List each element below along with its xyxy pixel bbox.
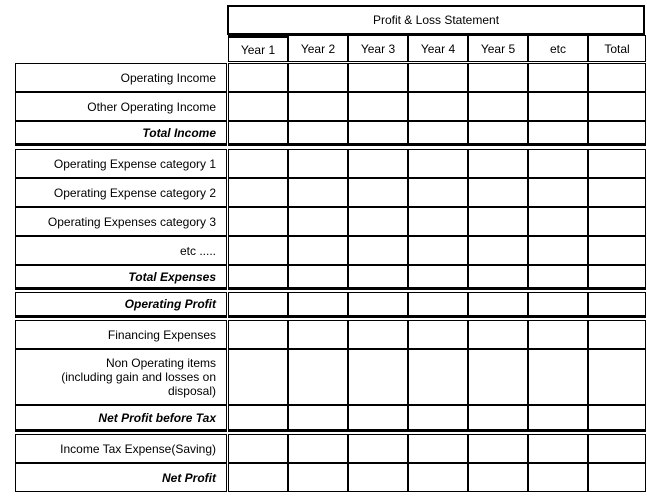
value-cell[interactable] (588, 434, 646, 463)
value-cell[interactable] (588, 292, 646, 318)
value-cell[interactable] (528, 63, 588, 92)
value-cell[interactable] (468, 463, 528, 492)
value-cell[interactable] (288, 63, 348, 92)
value-cell[interactable] (228, 292, 288, 318)
value-cell[interactable] (228, 463, 288, 492)
value-cell[interactable] (228, 149, 288, 178)
value-cell[interactable] (408, 149, 468, 178)
value-cell[interactable] (408, 405, 468, 432)
value-cell[interactable] (348, 92, 408, 121)
value-cell[interactable] (348, 349, 408, 405)
value-cell[interactable] (348, 320, 408, 349)
value-cell[interactable] (288, 463, 348, 492)
value-cell[interactable] (228, 63, 288, 92)
row-label: Operating Expense category 2 (15, 178, 227, 207)
value-cell[interactable] (348, 463, 408, 492)
value-cell[interactable] (408, 265, 468, 290)
value-cell[interactable] (348, 149, 408, 178)
row-label: Non Operating items (including gain and losses on disposal) (15, 349, 227, 405)
value-cell[interactable] (408, 349, 468, 405)
value-cell[interactable] (228, 236, 288, 265)
value-cell[interactable] (228, 92, 288, 121)
value-cell[interactable] (288, 405, 348, 432)
value-cell[interactable] (468, 265, 528, 290)
row-label: Operating Income (15, 63, 227, 92)
value-cell[interactable] (288, 434, 348, 463)
value-cell[interactable] (288, 178, 348, 207)
column-header-etc: etc (528, 35, 588, 62)
value-cell[interactable] (228, 320, 288, 349)
value-cell[interactable] (228, 349, 288, 405)
value-cell[interactable] (468, 320, 528, 349)
value-cell[interactable] (348, 207, 408, 236)
value-cell[interactable] (408, 207, 468, 236)
value-cell[interactable] (528, 265, 588, 290)
value-cell[interactable] (348, 265, 408, 290)
column-header-total: Total (588, 35, 646, 62)
value-cell[interactable] (348, 434, 408, 463)
value-cell[interactable] (408, 434, 468, 463)
value-cell[interactable] (348, 292, 408, 318)
value-cell[interactable] (468, 207, 528, 236)
value-cell[interactable] (228, 207, 288, 236)
value-cell[interactable] (588, 236, 646, 265)
value-cell[interactable] (408, 121, 468, 146)
value-cell[interactable] (528, 434, 588, 463)
value-cell[interactable] (288, 121, 348, 146)
value-cell[interactable] (588, 320, 646, 349)
row-label: Operating Expenses category 3 (15, 207, 227, 236)
value-cell[interactable] (288, 236, 348, 265)
value-cell[interactable] (588, 178, 646, 207)
value-cell[interactable] (468, 292, 528, 318)
column-header-year-3: Year 3 (348, 35, 408, 62)
value-cell[interactable] (588, 463, 646, 492)
value-cell[interactable] (348, 236, 408, 265)
column-header-year-2: Year 2 (288, 35, 348, 62)
value-cell[interactable] (468, 405, 528, 432)
value-cell[interactable] (468, 121, 528, 146)
row-label: etc ..... (15, 236, 227, 265)
value-cell[interactable] (468, 236, 528, 265)
value-cell[interactable] (588, 63, 646, 92)
value-cell[interactable] (348, 405, 408, 432)
value-cell[interactable] (528, 292, 588, 318)
value-cell[interactable] (408, 320, 468, 349)
value-cell[interactable] (468, 63, 528, 92)
value-cell[interactable] (528, 207, 588, 236)
value-cell[interactable] (588, 405, 646, 432)
value-cell[interactable] (528, 405, 588, 432)
value-cell[interactable] (588, 149, 646, 178)
row-label: Financing Expenses (15, 320, 227, 349)
column-header-year-5: Year 5 (468, 35, 528, 62)
value-cell[interactable] (528, 463, 588, 492)
value-cell[interactable] (528, 149, 588, 178)
row-label: Total Expenses (15, 265, 227, 290)
value-cell[interactable] (468, 434, 528, 463)
value-cell[interactable] (588, 207, 646, 236)
value-cell[interactable] (408, 63, 468, 92)
value-cell[interactable] (588, 265, 646, 290)
value-cell[interactable] (288, 320, 348, 349)
row-label: Other Operating Income (15, 92, 227, 121)
value-cell[interactable] (288, 349, 348, 405)
statement-title: Profit & Loss Statement (227, 5, 645, 35)
value-cell[interactable] (468, 149, 528, 178)
value-cell[interactable] (528, 320, 588, 349)
value-cell[interactable] (408, 92, 468, 121)
value-cell[interactable] (528, 349, 588, 405)
value-cell[interactable] (228, 121, 288, 146)
value-cell[interactable] (288, 292, 348, 318)
value-cell[interactable] (588, 121, 646, 146)
row-label: Income Tax Expense(Saving) (15, 434, 227, 463)
value-cell[interactable] (408, 236, 468, 265)
row-label: Operating Profit (15, 292, 227, 318)
value-cell[interactable] (288, 149, 348, 178)
column-header-year-1: Year 1 (228, 35, 288, 62)
value-cell[interactable] (348, 63, 408, 92)
value-cell[interactable] (408, 292, 468, 318)
value-cell[interactable] (408, 178, 468, 207)
value-cell[interactable] (348, 121, 408, 146)
value-cell[interactable] (348, 178, 408, 207)
value-cell[interactable] (588, 92, 646, 121)
value-cell[interactable] (288, 265, 348, 290)
column-header-year-4: Year 4 (408, 35, 468, 62)
row-label: Total Income (15, 121, 227, 146)
value-cell[interactable] (528, 92, 588, 121)
value-cell[interactable] (588, 349, 646, 405)
value-cell[interactable] (288, 207, 348, 236)
value-cell[interactable] (528, 178, 588, 207)
value-cell[interactable] (528, 236, 588, 265)
row-label: Net Profit before Tax (15, 405, 227, 432)
row-label: Operating Expense category 1 (15, 149, 227, 178)
value-cell[interactable] (468, 178, 528, 207)
value-cell[interactable] (408, 463, 468, 492)
value-cell[interactable] (228, 178, 288, 207)
value-cell[interactable] (468, 92, 528, 121)
value-cell[interactable] (228, 405, 288, 432)
value-cell[interactable] (288, 92, 348, 121)
value-cell[interactable] (228, 434, 288, 463)
row-label: Net Profit (15, 463, 227, 492)
value-cell[interactable] (468, 349, 528, 405)
value-cell[interactable] (528, 121, 588, 146)
value-cell[interactable] (228, 265, 288, 290)
